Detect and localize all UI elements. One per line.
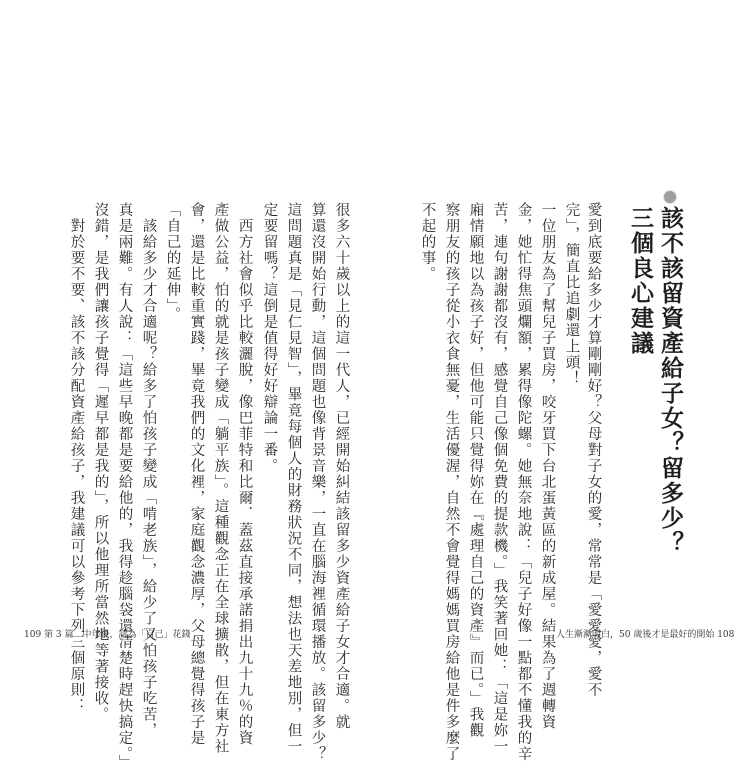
heading-bullet-icon — [663, 190, 677, 204]
chapter-title: 第 3 篇 中年後，請為「自己」花錢 — [44, 630, 191, 640]
body-column: 不起的事。 — [419, 202, 436, 282]
body-column: 定要留嗎？這倒是值得好好辯論一番。 — [261, 202, 278, 474]
page-number: 108 — [717, 630, 735, 640]
body-column: 一位朋友為了幫兒子買房，咬牙買下台北蛋黃區的新成屋。結果為了週轉資 — [539, 202, 556, 730]
body-column: 算還沒開始行動，這個問題也像背景音樂，一直在腦海裡循環播放。該留多少？ — [309, 202, 326, 762]
body-column: 苦，連句謝謝都沒有，感覺自己像個免費的提款機。」我笑著回她：「這是妳一 — [491, 202, 508, 755]
body-column: 愛到底要給多少才算剛剛好？父母對子女的愛，常常是「愛愛愛，愛不 — [585, 202, 602, 698]
section-heading-line1: 該不該留資產給子女？留多少？ — [657, 206, 683, 556]
body-column: 該給多少才合適呢？給多了怕孩子變成「啃老族」，給少了又怕孩子吃苦， — [140, 218, 157, 739]
body-column: 對於要不要、該不該分配資產給孩子，我建議可以參考下列三個原則： — [68, 218, 85, 714]
body-column: 「自己的延伸」。 — [164, 202, 181, 323]
body-column: 金，她忙得焦頭爛額，累得像陀螺。她無奈地說：「兒子好像一點都不懂我的辛 — [515, 202, 532, 762]
section-heading-line2: 三個良心建議 — [627, 206, 653, 356]
body-column: 西方社會似乎比較灑脫，像巴菲特和比爾．蓋茲直接承諾捐出九十九％的資 — [236, 218, 253, 746]
running-footer — [556, 627, 734, 640]
body-column: 沒錯，是我們讓孩子覺得「遲早都是我的」，所以他理所當然地等著接收。 — [92, 202, 109, 723]
page-number: 109 — [24, 630, 42, 640]
body-column: 廂情願地以為孩子好，但他可能只覺得妳在『處理自己的資產』而已。」我觀 — [467, 202, 484, 739]
body-column: 很多六十歲以上的這一代人，已經開始糾結該留多少資產給子女才合適。就 — [333, 202, 350, 730]
body-column: 完」，簡直比追劇還上頭！ — [563, 202, 580, 387]
body-column: 產做公益，怕的就是孩子變成「躺平族」。這種觀念正在全球擴散，但在東方社 — [212, 202, 229, 755]
body-column: 真是兩難。有人說：「這些早晚都是要給他的，我得趁腦袋還清楚時趕快搞定。」 — [116, 202, 133, 771]
running-title: 人生漸漸明白，50 歲後才是最好的開始 — [556, 630, 715, 640]
body-column: 這問題真是「見仁見智」，畢竟每個人的財務狀況不同，想法也天差地別，但一 — [285, 202, 302, 755]
body-column: 會，還是比較重實踐，畢竟我們的文化裡，家庭觀念濃厚，父母總覺得孩子是 — [188, 202, 205, 746]
running-footer — [24, 627, 191, 640]
body-column: 察朋友的孩子從小衣食無憂，生活優渥，自然不會覺得媽媽買房給他是件多麼了 — [443, 202, 460, 762]
